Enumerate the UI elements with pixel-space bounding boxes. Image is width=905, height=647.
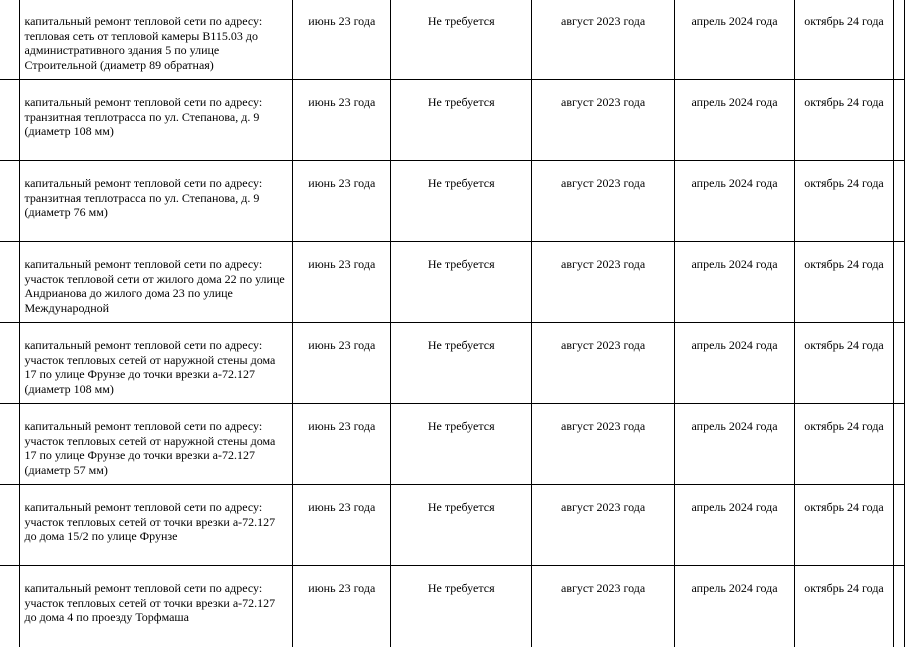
work-description: капитальный ремонт тепловой сети по адресу: транзитная теплотрасса по ул. Степанова, д. 9 (диаметр 108 мм) (20, 80, 293, 161)
expertise-status: Не требуется (391, 242, 532, 323)
expertise-status: Не требуется (391, 404, 532, 485)
table-row (0, 0, 905, 80)
right-margin-cell (893, 323, 904, 404)
work-description: капитальный ремонт тепловой сети по адресу: участок тепловых сетей от точки врезки а-72.127 до дома 4 по проезду Торфмаша (20, 566, 293, 647)
end-date: октябрь 24 года (795, 404, 894, 485)
mid-date: апрель 2024 года (675, 566, 795, 647)
row-number-cell (0, 80, 20, 161)
mid-date: апрель 2024 года (675, 404, 795, 485)
design-date: июнь 23 года (293, 485, 391, 566)
row-number-cell (0, 242, 20, 323)
start-date: август 2023 года (532, 242, 675, 323)
design-date: июнь 23 года (293, 566, 391, 647)
design-date: июнь 23 года (293, 242, 391, 323)
table-row (0, 242, 905, 323)
end-date: октябрь 24 года (795, 242, 894, 323)
work-description: капитальный ремонт тепловой сети по адресу: тепловая сеть от тепловой камеры В115.03 до административного здания 5 по улице Строительной (диаметр 89 обратная) (20, 0, 293, 80)
end-date: октябрь 24 года (795, 161, 894, 242)
start-date: август 2023 года (532, 404, 675, 485)
start-date: август 2023 года (532, 485, 675, 566)
start-date: август 2023 года (532, 323, 675, 404)
start-date: август 2023 года (532, 80, 675, 161)
row-number-cell (0, 404, 20, 485)
right-margin-cell (893, 0, 904, 80)
row-number-cell (0, 0, 20, 80)
mid-date: апрель 2024 года (675, 161, 795, 242)
design-date: июнь 23 года (293, 0, 391, 80)
mid-date: апрель 2024 года (675, 323, 795, 404)
end-date: октябрь 24 года (795, 80, 894, 161)
table-row (0, 566, 905, 647)
table-row (0, 323, 905, 404)
mid-date: апрель 2024 года (675, 242, 795, 323)
start-date: август 2023 года (532, 566, 675, 647)
row-number-cell (0, 566, 20, 647)
expertise-status: Не требуется (391, 323, 532, 404)
work-description: капитальный ремонт тепловой сети по адресу: участок тепловых сетей от наружной стены дома 17 по улице Фрунзе до точки врезки а-72.127 (диаметр 108 мм) (20, 323, 293, 404)
mid-date: апрель 2024 года (675, 80, 795, 161)
work-description: капитальный ремонт тепловой сети по адресу: транзитная теплотрасса по ул. Степанова, д. 9 (диаметр 76 мм) (20, 161, 293, 242)
expertise-status: Не требуется (391, 0, 532, 80)
design-date: июнь 23 года (293, 161, 391, 242)
row-number-cell (0, 485, 20, 566)
right-margin-cell (893, 80, 904, 161)
end-date: октябрь 24 года (795, 323, 894, 404)
table-row (0, 404, 905, 485)
mid-date: апрель 2024 года (675, 485, 795, 566)
right-margin-cell (893, 161, 904, 242)
table-row (0, 485, 905, 566)
expertise-status: Не требуется (391, 161, 532, 242)
expertise-status: Не требуется (391, 566, 532, 647)
start-date: август 2023 года (532, 161, 675, 242)
right-margin-cell (893, 566, 904, 647)
row-number-cell (0, 161, 20, 242)
design-date: июнь 23 года (293, 404, 391, 485)
design-date: июнь 23 года (293, 323, 391, 404)
right-margin-cell (893, 242, 904, 323)
work-description: капитальный ремонт тепловой сети по адресу: участок тепловой сети от жилого дома 22 по улице Андрианова до жилого дома 23 по улице Международной (20, 242, 293, 323)
expertise-status: Не требуется (391, 80, 532, 161)
right-margin-cell (893, 485, 904, 566)
work-description: капитальный ремонт тепловой сети по адресу: участок тепловых сетей от наружной стены дома 17 по улице Фрунзе до точки врезки а-72.127 (диаметр 57 мм) (20, 404, 293, 485)
end-date: октябрь 24 года (795, 566, 894, 647)
row-number-cell (0, 323, 20, 404)
design-date: июнь 23 года (293, 80, 391, 161)
table-row (0, 161, 905, 242)
expertise-status: Не требуется (391, 485, 532, 566)
end-date: октябрь 24 года (795, 485, 894, 566)
work-description: капитальный ремонт тепловой сети по адресу: участок тепловых сетей от точки врезки а-72.127 до дома 15/2 по улице Фрунзе (20, 485, 293, 566)
right-margin-cell (893, 404, 904, 485)
end-date: октябрь 24 года (795, 0, 894, 80)
mid-date: апрель 2024 года (675, 0, 795, 80)
table-row (0, 80, 905, 161)
start-date: август 2023 года (532, 0, 675, 80)
